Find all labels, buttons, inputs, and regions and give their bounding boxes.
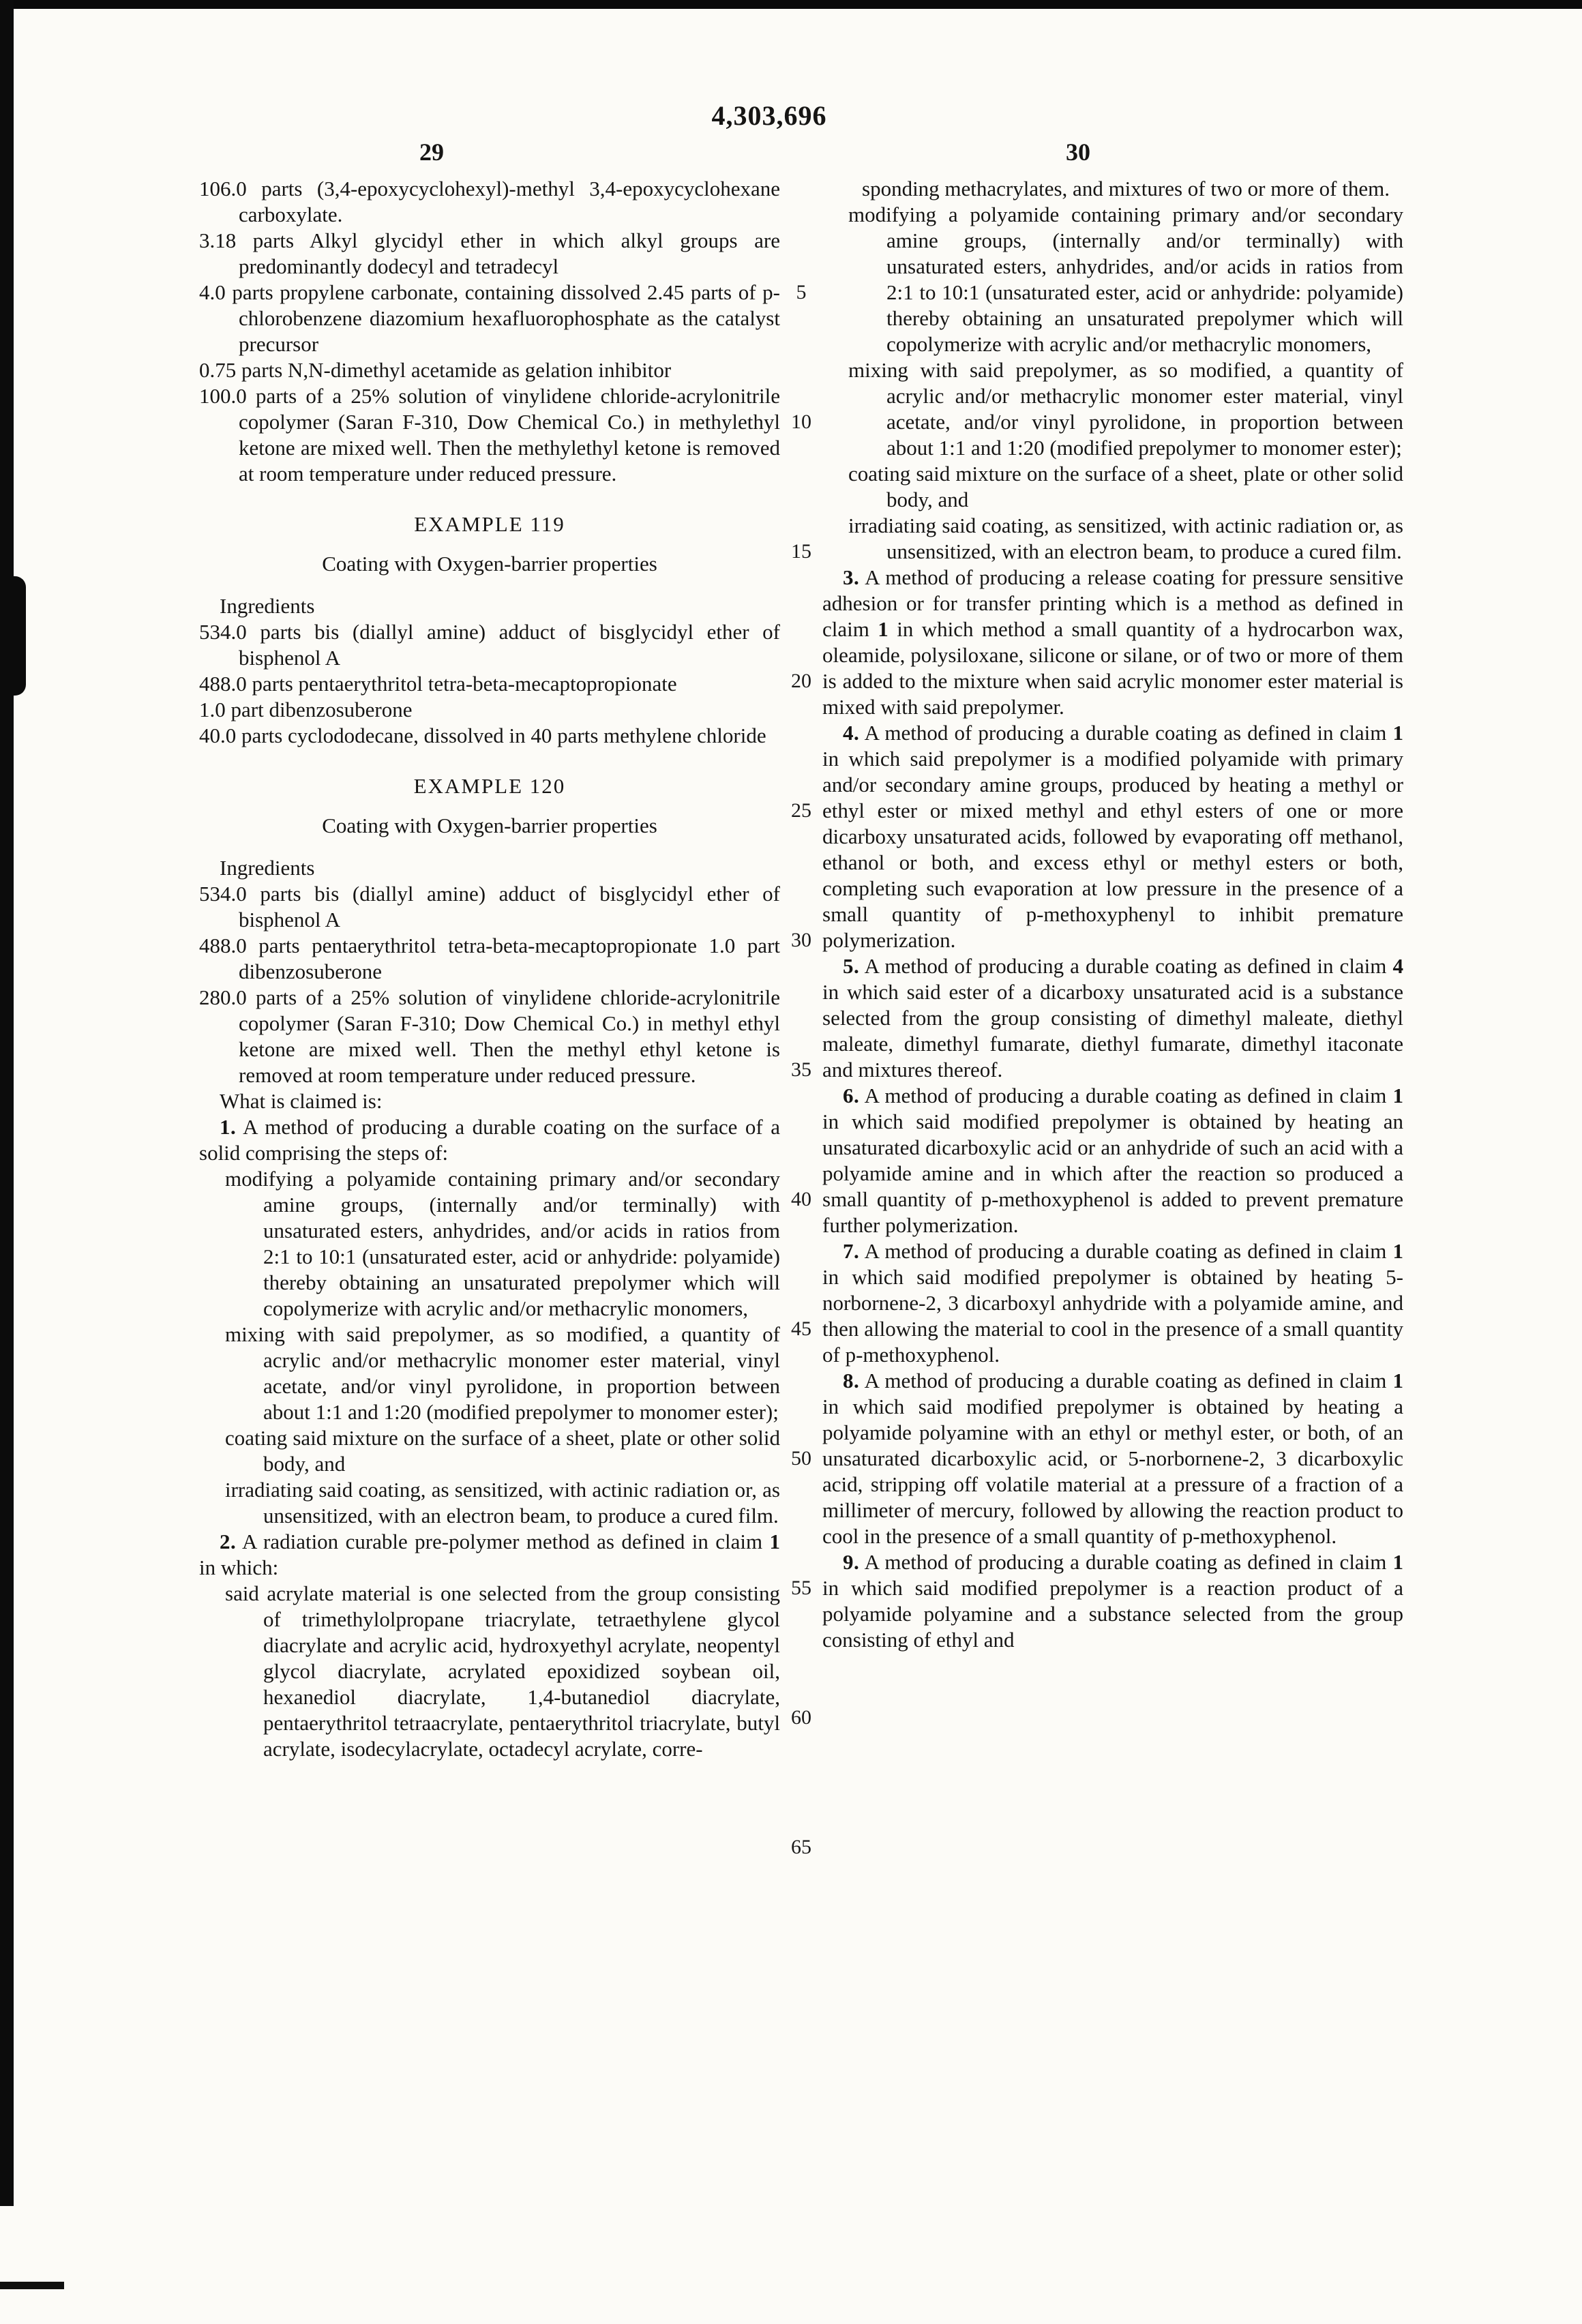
claim-number: 9. [843, 1550, 860, 1574]
ingredient-item: 40.0 parts cyclododecane, dissolved in 40 parts methylene chloride [199, 724, 766, 747]
claim-paragraph [822, 720, 1403, 953]
ingredient-item: 0.75 parts N,N-dimethyl acetamide as gelation inhibitor [199, 358, 672, 382]
right-column [822, 176, 1403, 1653]
gutter-line-number: 10 [791, 411, 811, 433]
claim-number: 2. [220, 1530, 237, 1553]
scan-edge-artifact-top [0, 0, 1582, 9]
gutter-line-number: 30 [791, 929, 811, 951]
claim-paragraph [822, 565, 1403, 720]
column-number-right: 30 [1066, 138, 1090, 166]
claim-text: A method of producing a durable coating as defined in claim 4 in which said ester of a dicarboxy unsaturated acid is a substance selected from the group consisting of dimethyl maleate, diethyl maleate, dimethyl fumarate, diethyl fumarate, dimethyl itaconate and mixtures thereof. [822, 954, 1404, 1082]
claim-paragraph [199, 1529, 780, 1581]
claim-text: A method of producing a durable coating as defined in claim 1 in which said modified prepolymer is a reaction product of a polyamide polyamine and a substance selected from the group consisting of ethyl and [822, 1550, 1404, 1652]
claim-clause: mixing with said prepolymer, as so modified, a quantity of acrylic and/or methacrylic monomer ester material, vinyl acetate, and/or vinyl pyrolidone, in proportion between about 1:1 and 1:20 (modified prepolymer to monomer ester); [225, 1322, 780, 1424]
claim-clause: irradiating said coating, as sensitized, with actinic radiation or, as unsensitized, with an electron beam, to produce a cured film. [225, 1478, 780, 1528]
gutter-line-number: 5 [796, 281, 807, 303]
left-column [199, 176, 780, 1762]
claim-paragraph [822, 1238, 1403, 1368]
ingredient-item: 100.0 parts of a 25% solution of vinylidene chloride-acrylonitrile copolymer (Saran F-310, Dow Chemical Co.) in methylethyl ketone are mixed well. Then the methylethyl ketone is removed at room temperature under reduced pressure. [199, 384, 780, 486]
claim-clause: coating said mixture on the surface of a sheet, plate or other solid body, and [225, 1426, 780, 1476]
claim-clause: modifying a polyamide containing primary and/or secondary amine groups, (internally and/or terminally) with unsaturated esters, anhydrides, and/or acids in ratios from 2:1 to 10:1 (unsaturated ester, acid or anhydride: polyamide) thereby obtaining an unsaturated prepolymer which will copolymerize with acrylic and/or methacrylic monomers, [225, 1167, 780, 1320]
claim-clause: modifying a polyamide containing primary and/or secondary amine groups, (internally and/or terminally) with unsaturated esters, anhydrides, and/or acids in ratios from 2:1 to 10:1 (unsaturated ester, acid or anhydride: polyamide) thereby obtaining an unsaturated prepolymer which will copolymerize with acrylic and/or methacrylic monomers, [848, 203, 1403, 356]
claim-text: A radiation curable pre-polymer method as defined in claim 1 in which: [199, 1530, 780, 1579]
claim-clause: said acrylate material is one selected from the group consisting of trimethylolpropane triacrylate, tetraethylene glycol diacrylate and acrylic acid, hydroxyethyl acrylate, neopentyl glycol diacrylate, acrylated epoxidized soybean oil, hexanediol diacrylate, 1,4-butanediol diacrylate, pentaerythritol tetraacrylate, pentaerythritol triacrylate, butyl acrylate, isodecylacrylate, octadecyl acrylate, corre- [225, 1581, 780, 1761]
example-subheading: Coating with Oxygen-barrier properties [322, 814, 657, 837]
claim-paragraph [822, 953, 1403, 1083]
example-subheading: Coating with Oxygen-barrier properties [322, 552, 657, 576]
gutter-line-number: 60 [791, 1706, 811, 1729]
ingredient-item: 4.0 parts propylene carbonate, containing dissolved 2.45 parts of p-chlorobenzene diazomium hexafluorophosphate as the catalyst precursor [199, 280, 780, 356]
ingredients-label: Ingredients [220, 856, 315, 880]
claim-paragraph [822, 1549, 1403, 1653]
claim-paragraph [199, 1114, 780, 1166]
claim-text: A method of producing a durable coating as defined in claim 1 in which said prepolymer is a modified polyamide with primary and/or secondary amine groups, produced by heating a methyl or ethyl ester or mixed methyl and ethyl esters of one or more dicarboxy unsaturated acids, followed by evaporating off methanol, ethanol or both, and excess ethyl or methyl esters or both, completing such evaporation at low pressure in the presence of a small quantity of p-methoxyphenyl to inhibit premature polymerization. [822, 721, 1404, 952]
gutter-line-number: 50 [791, 1447, 811, 1470]
claim-number: 7. [843, 1239, 860, 1263]
gutter-line-number: 40 [791, 1188, 811, 1210]
claim-clause: mixing with said prepolymer, as so modified, a quantity of acrylic and/or methacrylic monomer ester material, vinyl acetate, and/or vinyl pyrolidone, in proportion between about 1:1 and 1:20 (modified prepolymer to monomer ester); [848, 358, 1403, 460]
scan-edge-artifact-bottom [0, 2282, 64, 2289]
gutter-line-number: 15 [791, 540, 811, 563]
claim-number: 8. [843, 1369, 860, 1392]
patent-number: 4,303,696 [711, 100, 827, 131]
claims-intro: What is claimed is: [220, 1089, 383, 1113]
gutter-line-number: 45 [791, 1317, 811, 1340]
ingredient-item: 280.0 parts of a 25% solution of vinylidene chloride-acrylonitrile copolymer (Saran F-310; Dow Chemical Co.) in methyl ethyl ketone are mixed well. Then the methyl ethyl ketone is removed at room temperature under reduced pressure. [199, 985, 780, 1087]
column-continuation-text: sponding methacrylates, and mixtures of two or more of them. [862, 177, 1390, 200]
claim-paragraph [822, 1368, 1403, 1549]
ingredient-item: 534.0 parts bis (diallyl amine) adduct of bisglycidyl ether of bisphenol A [199, 620, 780, 670]
claim-number: 5. [843, 954, 860, 978]
scan-edge-artifact-blob [0, 576, 26, 696]
gutter-line-number: 65 [791, 1836, 811, 1858]
claim-clause: irradiating said coating, as sensitized, with actinic radiation or, as unsensitized, with an electron beam, to produce a cured film. [848, 513, 1403, 563]
claim-text: A method of producing a release coating for pressure sensitive adhesion or for transfer printing which is a method as defined in claim 1 in which method a small quantity of a hydrocarbon wax, oleamide, polysiloxane, silicone or silane, or of two or more of them is added to the mixture when said acrylic monomer ester material is mixed with said prepolymer. [822, 565, 1403, 719]
ingredient-item: 488.0 parts pentaerythritol tetra-beta-mecaptopropionate 1.0 part dibenzosuberone [199, 934, 780, 983]
claim-number: 1. [220, 1115, 237, 1139]
gutter-line-number: 55 [791, 1577, 811, 1599]
ingredient-item: 3.18 parts Alkyl glycidyl ether in which alkyl groups are predominantly dodecyl and tetradecyl [199, 228, 780, 278]
claim-text: A method of producing a durable coating on the surface of a solid comprising the steps of: [199, 1115, 780, 1165]
ingredient-item: 106.0 parts (3,4-epoxycyclohexyl)-methyl 3,4-epoxycyclohexane carboxylate. [199, 177, 780, 226]
ingredient-item: 1.0 part dibenzosuberone [199, 698, 413, 721]
claim-text: A method of producing a durable coating as defined in claim 1 in which said modified prepolymer is obtained by heating an unsaturated dicarboxylic acid or an anhydride of such an acid with a polyamide amine and in which after the reaction so produced a small quantity of p-methoxyphenol is added to prevent premature further polymerization. [822, 1084, 1404, 1237]
claim-number: 3. [843, 565, 860, 589]
claim-text: A method of producing a durable coating as defined in claim 1 in which said modified prepolymer is obtained by heating a polyamide polyamine with an ethyl or methyl ester, or both, of an unsaturated dicarboxylic acid, or 5-norbornene-2, 3 dicarboxylic acid, stripping off volatile material at a pressure of a fraction of a millimeter of mercury, followed by allowing the reaction product to cool in the presence of a small quantity of p-methoxyphenol. [822, 1369, 1404, 1548]
example-heading: EXAMPLE 120 [413, 774, 566, 798]
column-number-left: 29 [419, 138, 444, 166]
ingredient-item: 488.0 parts pentaerythritol tetra-beta-mecaptopropionate [199, 672, 677, 696]
claim-paragraph [822, 1083, 1403, 1238]
gutter-line-number: 35 [791, 1058, 811, 1081]
gutter-line-number: 20 [791, 670, 811, 692]
claim-number: 6. [843, 1084, 860, 1107]
claim-clause: coating said mixture on the surface of a sheet, plate or other solid body, and [848, 462, 1403, 511]
gutter-line-number: 25 [791, 799, 811, 822]
scan-edge-artifact-left [0, 0, 14, 2206]
ingredients-label: Ingredients [220, 594, 315, 618]
claim-number: 4. [843, 721, 860, 745]
claim-text: A method of producing a durable coating as defined in claim 1 in which said modified prepolymer is obtained by heating 5-norbornene-2, 3 dicarboxyl anhydride with a polyamide amine, and then allowing the material to cool in the presence of a small quantity of p-methoxyphenol. [822, 1239, 1404, 1367]
example-heading: EXAMPLE 119 [414, 512, 565, 536]
ingredient-item: 534.0 parts bis (diallyl amine) adduct of bisglycidyl ether of bisphenol A [199, 882, 780, 932]
